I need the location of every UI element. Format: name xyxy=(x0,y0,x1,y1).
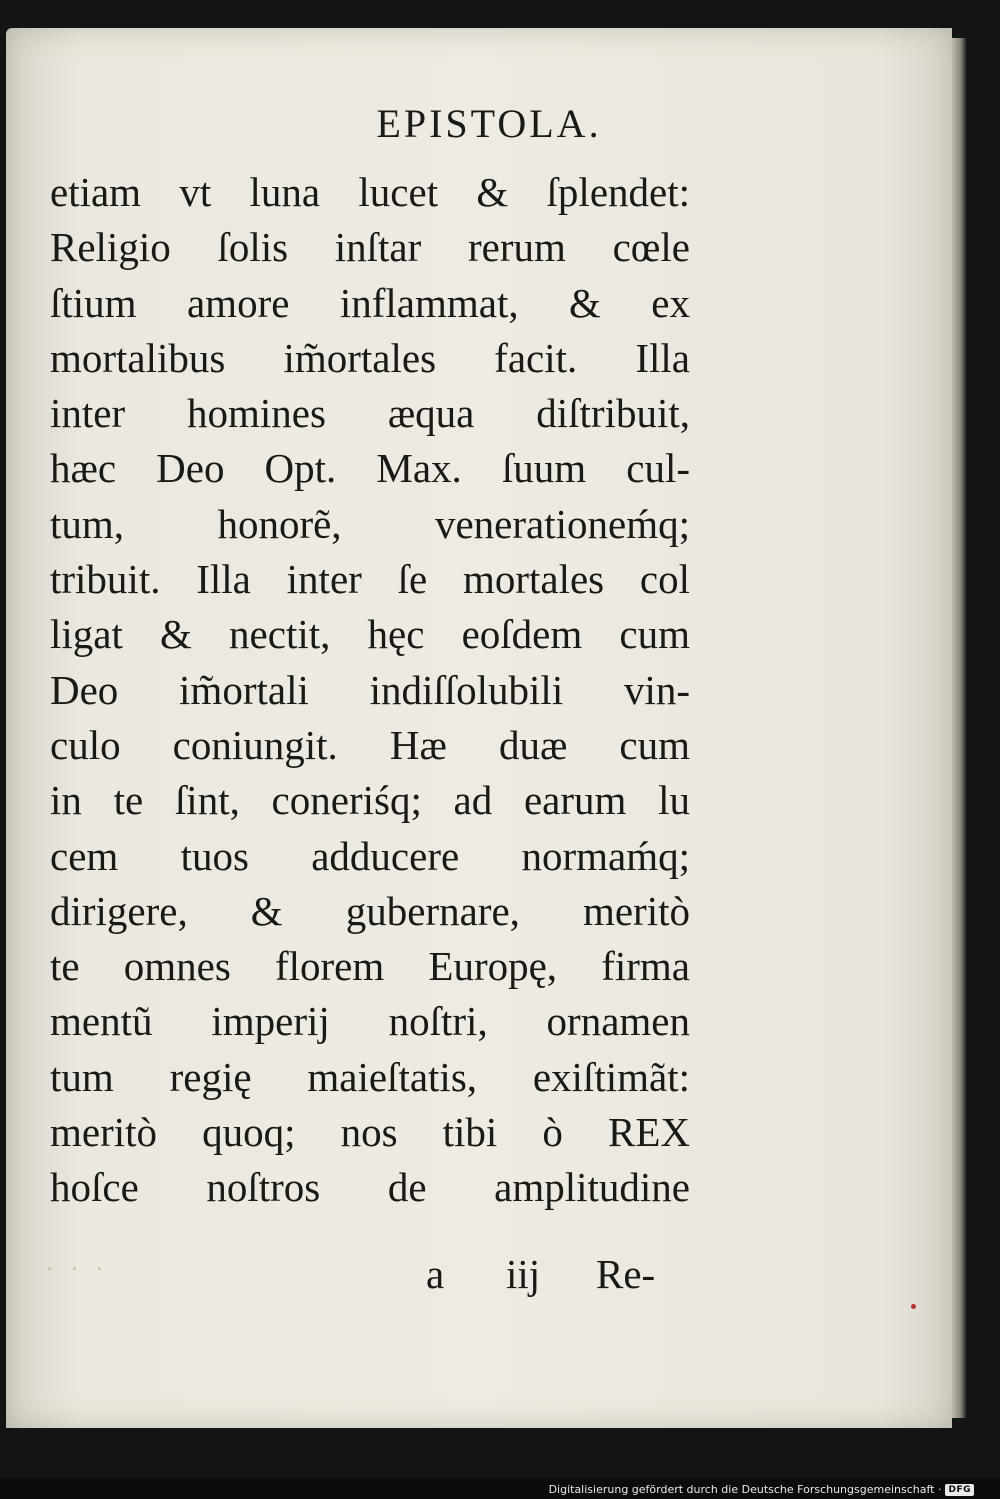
text-line: Deo im̃ortali indiſſolubili vin- xyxy=(50,666,690,713)
text-line: in te ſint, coneriśq; ad earum lu xyxy=(50,777,690,824)
digitization-credit xyxy=(549,1483,974,1496)
text-line: etiam vt luna lucet & ſplendet: xyxy=(50,169,690,215)
text-line: te omnes florem Europę, firma xyxy=(50,943,690,990)
signature-letter: a xyxy=(426,1251,445,1297)
running-head: EPISTOLA. xyxy=(376,101,602,146)
text-line: ligat & nectit, hęc eoſdem cum xyxy=(50,611,690,658)
text-line: dirigere, & gubernare, meritò xyxy=(50,887,690,934)
page-edge xyxy=(952,38,966,1418)
book-page xyxy=(6,28,952,1428)
text-line: ſtium amore inflammat, & ex xyxy=(50,279,690,326)
text-line: Religio ſolis inſtar rerum cœle xyxy=(50,224,690,271)
text-line: inter homines æqua diſtribuit, xyxy=(50,390,690,437)
credit-text: Digitalisierung gefördert durch die Deutsche Forschungsgemeinschaft · xyxy=(548,1483,942,1496)
text-line: mortalibus im̃ortales facit. Illa xyxy=(50,334,690,381)
text-line: tribuit. Illa inter ſe mortales col xyxy=(50,556,690,603)
signature-line xyxy=(426,1247,671,1302)
signature-number: iij xyxy=(506,1251,541,1297)
show-through-mark: · · · xyxy=(46,1256,109,1281)
text-line: cem tuos adducere normaḿq; xyxy=(50,832,690,879)
text-block xyxy=(50,165,690,1216)
catchword: Re- xyxy=(596,1251,656,1297)
text-line: tum regię maieſtatis, exiſtimãt: xyxy=(50,1053,690,1100)
red-speck xyxy=(911,1304,916,1309)
dfg-logo: DFG xyxy=(945,1484,974,1496)
text-line: tum, honorẽ, venerationeḿq; xyxy=(50,500,690,547)
text-line: meritò quoq; nos tibi ò REX xyxy=(50,1109,690,1156)
text-line: mentũ imperij noſtri, ornamen xyxy=(50,998,690,1045)
text-line: hæc Deo Opt. Max. ſuum cul- xyxy=(50,445,690,492)
text-line: hoſce noſtros de amplitudine xyxy=(50,1164,690,1211)
text-line: culo coniungit. Hæ duæ cum xyxy=(50,721,690,768)
